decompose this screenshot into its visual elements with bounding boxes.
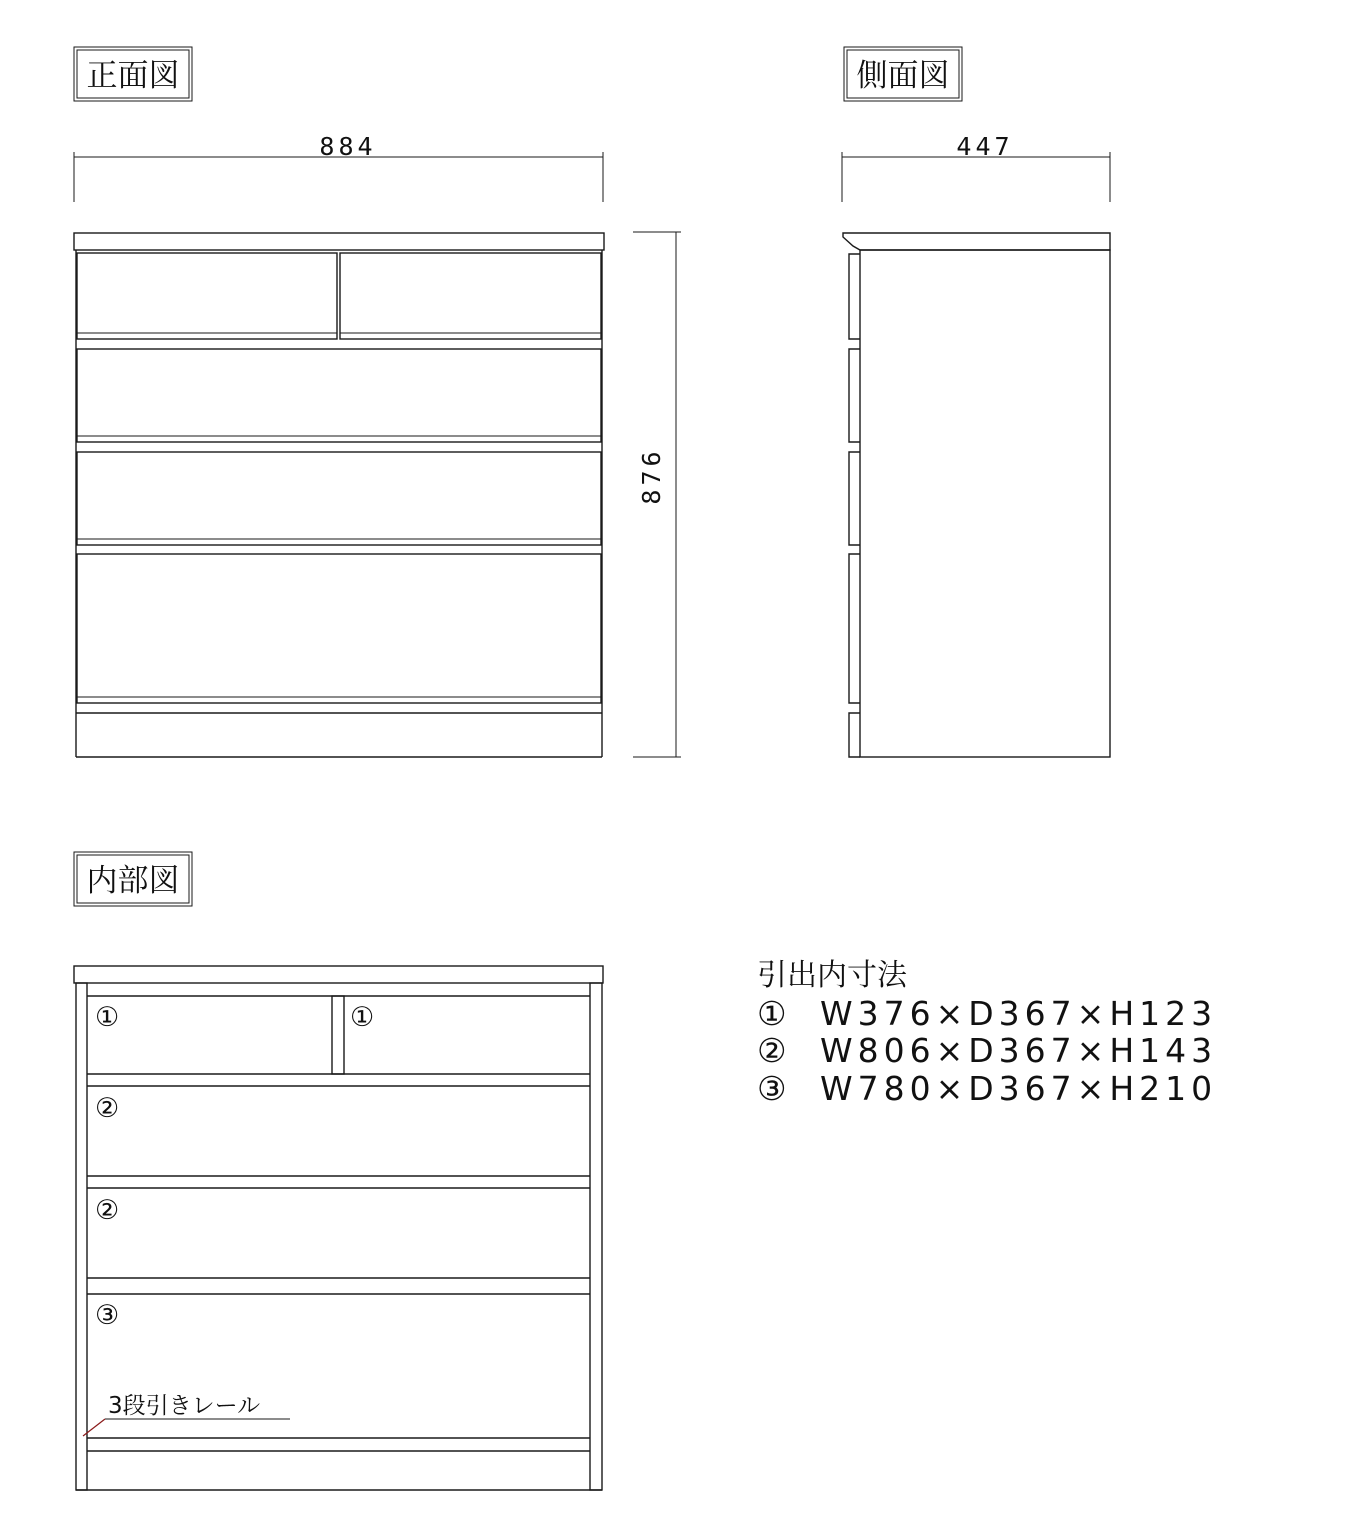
spec-row-3-no: ③ [757, 1069, 792, 1108]
spec-row-1-no: ① [757, 994, 792, 1033]
front-small-drawer-left [77, 253, 337, 339]
height-value: 876 [637, 447, 666, 505]
height-dimension [633, 232, 681, 757]
spec-title: 引出内寸法 [757, 958, 907, 993]
spec-row-2-no: ② [757, 1031, 792, 1070]
depth-dimension [842, 132, 1110, 202]
width-dimension [74, 132, 603, 202]
spec-row-1-size: W376×D367×H123 [820, 994, 1218, 1033]
compartment-marker-1-right: ① [350, 1002, 375, 1033]
side-drawer-4 [849, 554, 860, 703]
compartment-marker-2-lower: ② [95, 1195, 120, 1226]
side-view-title [844, 47, 962, 101]
compartment-marker-2-upper: ② [95, 1093, 120, 1124]
side-drawer-3 [849, 452, 860, 545]
front-view-title-text: 正面図 [86, 58, 180, 94]
side-view [843, 233, 1110, 757]
rail-label: 3段引きレール [108, 1393, 261, 1419]
front-top-board [74, 233, 604, 250]
front-view [74, 233, 604, 757]
compartment-marker-3: ③ [95, 1300, 120, 1331]
drawer-spec [757, 958, 1217, 1108]
interior-left-side [76, 983, 87, 1490]
interior-view-title-text: 内部図 [86, 863, 180, 899]
interior-divider [332, 996, 344, 1074]
front-drawer-4 [77, 554, 601, 703]
spec-row-2-size: W806×D367×H143 [820, 1031, 1218, 1070]
front-small-drawer-right [340, 253, 601, 339]
interior-right-side [590, 983, 602, 1490]
side-plinth [849, 713, 860, 757]
interior-top-board [74, 966, 603, 983]
spec-row-3-size: W780×D367×H210 [820, 1069, 1218, 1108]
side-drawer-2 [849, 349, 860, 442]
side-panel [860, 250, 1110, 757]
compartment-marker-1-left: ① [95, 1002, 120, 1033]
side-view-title-text: 側面図 [856, 58, 950, 94]
depth-value: 447 [956, 132, 1014, 161]
interior-view [74, 966, 603, 1490]
side-drawer-1 [849, 254, 860, 339]
side-top-board [843, 233, 1110, 250]
front-drawer-2 [77, 349, 601, 442]
width-value: 884 [319, 132, 377, 161]
interior-view-title [74, 852, 192, 906]
front-drawer-3 [77, 452, 601, 545]
front-view-title [74, 47, 192, 101]
